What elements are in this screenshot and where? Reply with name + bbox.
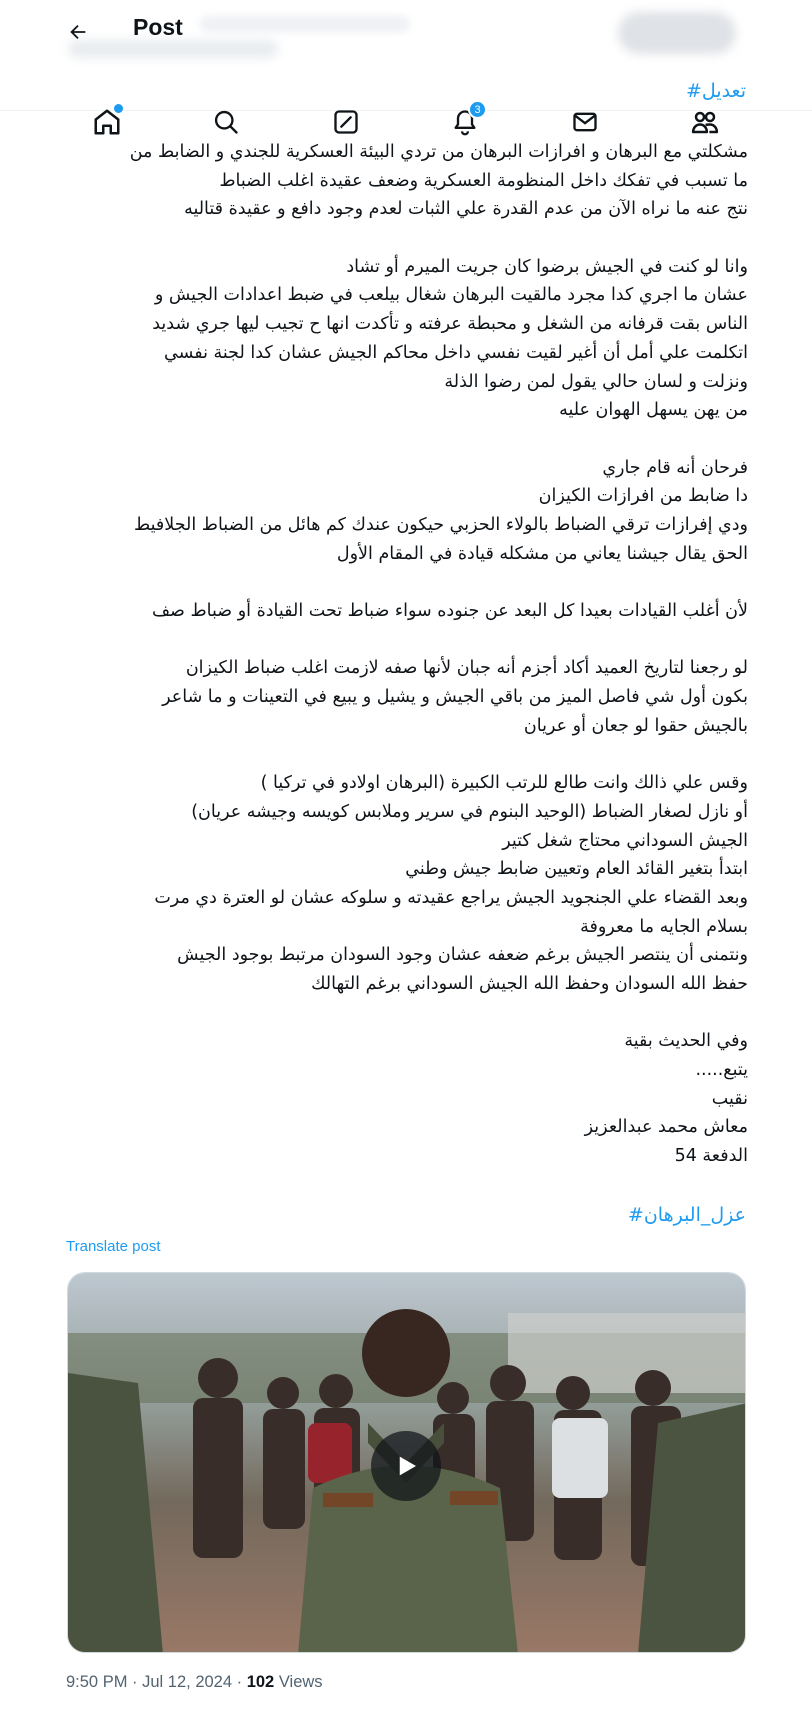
post-text-line: من يهن يسهل الهوان عليه	[559, 400, 748, 421]
post-text-line: بكون أول شي فاصل الميز من باقي الجيش و يشيل و يبيع في التعينات و ما شاعر	[162, 687, 748, 708]
post-text-line: اتكلمت علي أمل أن أغير لقيت نفسي داخل محاكم الجيش عشان كدا لجنة نفسي	[164, 342, 748, 363]
top-nav-bar	[0, 100, 812, 148]
post-text-line: يتبع.....	[695, 1060, 748, 1080]
post-text-line: ونزلت و لسان حالي يقول لمن رضوا الذلة	[444, 371, 748, 392]
nav-compose[interactable]	[324, 100, 368, 144]
nav-search[interactable]	[204, 100, 248, 144]
blank-line	[60, 568, 748, 597]
post-text-line: وبعد القضاء علي الجنجويد الجيش يراجع عقيدته و سلوكه عشان لو العترة دي مرت	[154, 887, 748, 908]
post-text-line: عشان ما اجري كدا مجرد مالقيت البرهان شغال بيلعب في ضبط اعدادات الجيش و	[154, 285, 748, 306]
page-title: Post	[133, 14, 183, 40]
search-icon	[212, 108, 240, 136]
post-text-line: ونتمنى أن ينتصر الجيش برغم ضعفه عشان وجود السودان مرتبط بوجود الجيش	[177, 945, 748, 966]
back-button[interactable]	[58, 12, 98, 52]
post-text-line: وفي الحديث بقية	[624, 1031, 748, 1052]
post-text-line: مشكلتي مع البرهان و افرازات البرهان من تردي البيئة العسكرية للجندي و الضابط من	[129, 142, 748, 162]
nav-notifications[interactable]	[443, 100, 487, 144]
video-player[interactable]	[67, 1272, 746, 1653]
unread-dot	[114, 104, 123, 113]
nav-communities[interactable]	[683, 100, 727, 144]
post-text-line: ما تسبب في تفكك داخل المنظومة العسكرية وضعف عقيدة اغلب الضباط	[219, 170, 748, 191]
post-text-line: فرحان أنه قام جاري	[602, 457, 748, 478]
post-text-line: الدفعة 54	[674, 1146, 748, 1167]
post-text-line: ودي إفرازات ترقي الضباط بالولاء الحزبي حيكون عندك كم هائل من الضباط الجلافيط	[134, 514, 748, 535]
top-header	[0, 0, 812, 62]
blank-line	[60, 626, 748, 655]
post-text-line: أو نازل لصغار الضباط (الوحيد البنوم في سرير وملابس كويسه وجيشه عريان)	[191, 801, 748, 822]
translate-post-link[interactable]: Translate post	[66, 1238, 161, 1255]
hashtag-link-edit[interactable]: #تعديل	[685, 80, 746, 102]
messages-icon	[571, 108, 599, 136]
blank-line	[60, 740, 748, 769]
post-text-line: بالجيش حقوا لو جعان أو عريان	[523, 715, 748, 736]
blurred-follow-button[interactable]	[618, 12, 736, 54]
notification-badge: 3	[468, 100, 487, 119]
blank-line	[60, 425, 748, 454]
post-text-line: بسلام الجايه ما معروفة	[580, 916, 748, 937]
post-text-line: ابتدأ بتغير القائد العام وتعيين ضابط جيش وطني	[405, 859, 748, 880]
post-text-line: الناس بقت قرفانه من الشغل و محبطة عرفته و تأكدت انها ح تجيب ليها جري شديد	[152, 314, 748, 335]
post-text-line: دا ضابط من افرازات الكيزان	[538, 486, 748, 507]
separator: ·	[127, 1673, 143, 1691]
compose-icon	[332, 108, 360, 136]
post-text-line: حفظ الله السودان وحفظ الله الجيش السوداني برغم التهالك	[311, 973, 748, 994]
post-text-line: وقس علي ذالك وانت طالع للرتب الكبيرة (البرهان اولادو في تركيا )	[260, 773, 748, 794]
post-text-line: الحق يقال جيشنا يعاني من مشكله قيادة في المقام الأول	[336, 543, 748, 564]
arrow-left-icon	[67, 21, 89, 43]
blurred-author-handle	[68, 40, 278, 58]
post-text	[60, 138, 748, 1171]
post-date[interactable]: Jul 12, 2024	[142, 1673, 233, 1691]
play-icon	[391, 1451, 421, 1481]
post-text-line: نقيب	[711, 1088, 748, 1109]
blank-line	[60, 999, 748, 1028]
views-label: Views	[274, 1673, 323, 1691]
post-time[interactable]: 9:50 PM	[66, 1673, 128, 1691]
post-text-line: الجيش السوداني محتاج شغل كتير	[502, 830, 748, 851]
post-text-line: معاش محمد عبدالعزيز	[584, 1117, 748, 1138]
post-text-line: وانا لو كنت في الجيش برضوا كان جريت الميرم أو تشاد	[346, 256, 748, 277]
nav-home[interactable]	[85, 100, 129, 144]
separator: ·	[232, 1673, 247, 1691]
nav-messages[interactable]	[563, 100, 607, 144]
post-metadata	[66, 1673, 323, 1692]
hashtag-link-remove-burhan[interactable]: #عزل_البرهان	[627, 1204, 746, 1226]
views-count: 102	[246, 1673, 275, 1691]
post-text-line: لو رجعنا لتاريخ العميد أكاد أجزم أنه جبان لأنها صفه لازمت اغلب ضباط الكيزان	[185, 658, 748, 679]
post-text-line: لأن أغلب القيادات بعيدا كل البعد عن جنوده سواء ضباط تحت القيادة أو ضباط صف	[151, 601, 748, 621]
blank-line	[60, 224, 748, 253]
blurred-author-name	[200, 16, 410, 32]
communities-icon	[690, 107, 720, 137]
post-text-line: نتج عنه ما نراه الآن من عدم القدرة علي الثبات لعدم وجود دافع و عقيدة قتاليه	[184, 199, 748, 220]
play-button[interactable]	[371, 1431, 441, 1501]
